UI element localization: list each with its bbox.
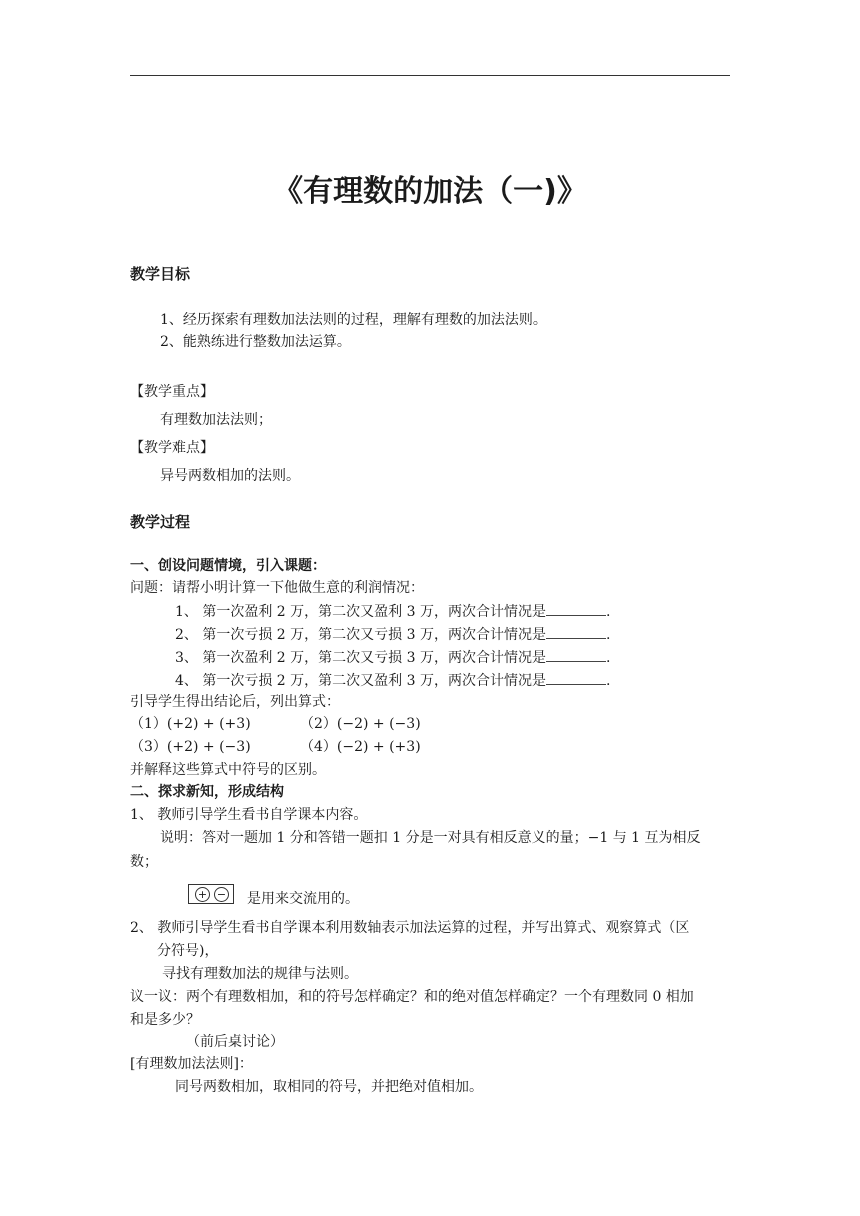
- answer-blank[interactable]: [546, 624, 606, 639]
- formula-1: （1）(+2) + (+3): [130, 716, 251, 732]
- formula-2: （2）(−2) + (−3): [300, 716, 421, 732]
- case-line-1: 1、 第一次盈利 2 万，第二次又盈利 3 万，两次合计情况是 .: [175, 601, 610, 622]
- counter-chips-icon: [188, 884, 234, 904]
- objective-item-1: 1、经历探索有理数加法法则的过程，理解有理数的加法法则。: [160, 312, 547, 328]
- minus-chip-icon: −: [214, 887, 229, 902]
- section2-item-2-line-3: 寻找有理数加法的规律与法则。: [162, 966, 358, 982]
- section1-heading: 一、创设问题情境，引入课题：: [130, 558, 326, 574]
- section2-note-line-2: 数；: [130, 854, 158, 870]
- answer-blank[interactable]: [546, 670, 606, 685]
- section2-heading: 二、探求新知，形成结构: [130, 784, 284, 800]
- section1-explain: 并解释这些算式中符号的区别。: [130, 762, 326, 778]
- case-line-4: 4、 第一次亏损 2 万，第二次又盈利 3 万，两次合计情况是 .: [175, 670, 610, 691]
- process-heading: 教学过程: [130, 513, 191, 531]
- case-text: 1、 第一次盈利 2 万，第二次又盈利 3 万，两次合计情况是: [175, 604, 546, 620]
- objectives-heading: 教学目标: [130, 265, 191, 283]
- rule-1: 同号两数相加，取相同的符号，并把绝对值相加。: [175, 1079, 483, 1095]
- formula-3: （3）(+2) + (−3): [130, 739, 251, 755]
- section2-note-line-1: 说明：答对一题加 1 分和答错一题扣 1 分是一对具有相反意义的量；−1 与 1 互为相反: [160, 830, 701, 846]
- section1-guide: 引导学生得出结论后，列出算式：: [130, 694, 340, 710]
- section2-item-2-line-2: 分符号)，: [157, 943, 219, 959]
- case-text: 4、 第一次亏损 2 万，第二次又盈利 3 万，两次合计情况是: [175, 673, 546, 689]
- key-points-text: 有理数加法法则；: [160, 412, 272, 428]
- case-text: 3、 第一次盈利 2 万，第二次又亏损 3 万，两次合计情况是: [175, 650, 546, 666]
- key-points-label: 【教学重点】: [130, 384, 214, 400]
- answer-blank[interactable]: [546, 601, 606, 616]
- discuss-line-1: 议一议：两个有理数相加，和的符号怎样确定？和的绝对值怎样确定？一个有理数同 0 相加: [130, 989, 694, 1005]
- section2-item-1: 1、 教师引导学生看书自学课本内容。: [130, 807, 368, 823]
- section2-item-2-line-1: 2、 教师引导学生看书自学课本利用数轴表示加法运算的过程，并写出算式、观察算式（区: [130, 920, 690, 936]
- rule-label: [有理数加法法则]：: [130, 1056, 253, 1072]
- difficulty-label: 【教学难点】: [130, 440, 214, 456]
- header-rule: [130, 75, 730, 76]
- discuss-note: （前后桌讨论）: [186, 1034, 284, 1050]
- case-text: 2、 第一次亏损 2 万，第二次又亏损 3 万，两次合计情况是: [175, 627, 546, 643]
- case-line-3: 3、 第一次盈利 2 万，第二次又亏损 3 万，两次合计情况是 .: [175, 647, 610, 668]
- formula-4: （4）(−2) + (+3): [300, 739, 421, 755]
- document-title: 《有理数的加法（一)》: [273, 174, 587, 209]
- section1-question: 问题：请帮小明计算一下他做生意的利润情况：: [130, 580, 424, 596]
- difficulty-text: 异号两数相加的法则。: [160, 468, 300, 484]
- discuss-line-2: 和是多少？: [130, 1012, 200, 1028]
- case-line-2: 2、 第一次亏损 2 万，第二次又亏损 3 万，两次合计情况是 .: [175, 624, 610, 645]
- objective-item-2: 2、能熟练进行整数加法运算。: [160, 334, 351, 350]
- counter-text: 是用来交流用的。: [247, 891, 359, 907]
- plus-chip-icon: +: [195, 887, 210, 902]
- answer-blank[interactable]: [546, 647, 606, 662]
